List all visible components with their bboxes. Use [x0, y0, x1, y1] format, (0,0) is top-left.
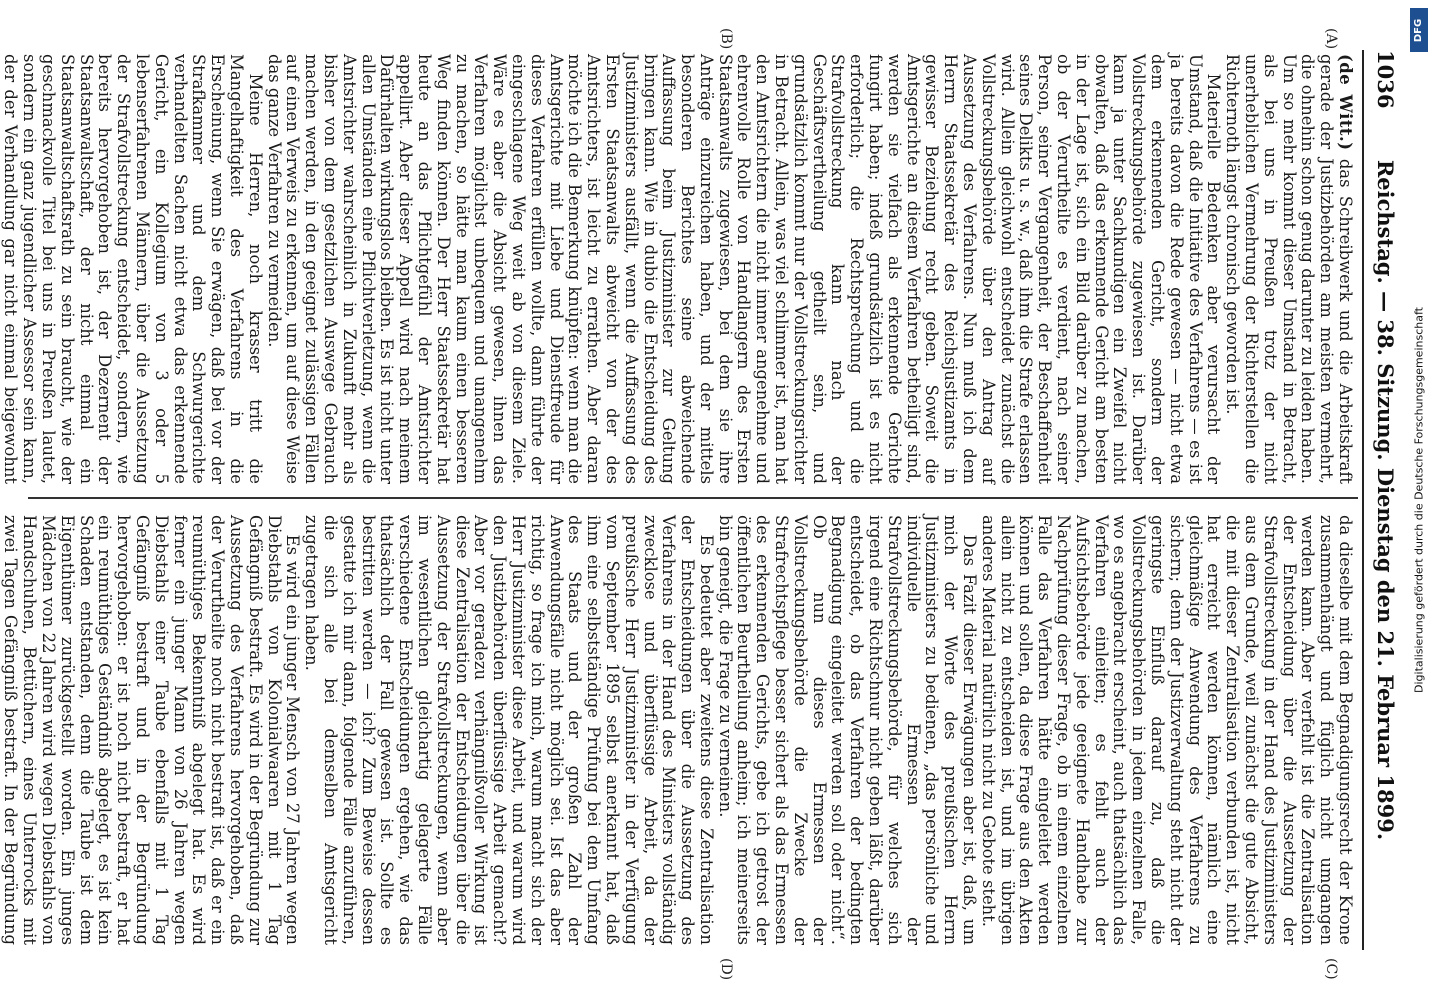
page-title: Reichstag. — 38. Sitzung. Dienstag den 21. Februar 1899. — [1373, 159, 1399, 841]
paragraph: Es bedeutet aber zweitens diese Zentralisation der Entscheidungen über die Aussetzung des Verfahrens in der Hand des Ministers vollständig zwecklose und überflüssige Arbeit, da der preußische Herr Justizminister in der Verfügung vom September 1895 selbst anerkannt hat, daß ihm eine selbstständige Prüfung bei dem Umfang des Staats und der großen Zahl der Anwendungsfälle nicht möglich sei. Ist das aber richtig, so frage ich mich, warum macht sich der Herr Justizminister diese Arbeit, und warum wird den Justizbehörden überflüssige Arbeit gemacht? Aber vor geradezu verhängnißvoller Wirkung ist diese Zentralisation der Entscheidungen über die Aussetzung der Strafvollstreckungen, wenn aber im wesentlichen gleichartig gelagerte Fälle verschiedene Entscheidungen ergehen, wie das thatsächlich der Fall gewesen ist. Sollte es bestritten werden — ich? Zum Beweise dessen gestatte ich mir dann, folgende Fälle anzuführen, die sich alle bei demselben Amtsgericht zugetragen haben. — [302, 515, 716, 945]
paragraph: Es wird ein junger Mensch von 27 Jahren wegen Diebstahls von Kolonialwaaren mit 1 Tag Gefängniß bestraft. Es wird in der Begründung zur Aussetzung des Verfahrens hervorgehoben, daß der Verurtheilte noch nicht bestraft ist, daß er ein reumüthiges Bekenntniß abgelegt hat. Es wird ferner ein junger Mann von 26 Jahren wegen Diebstahls einer Taube ebenfalls mit 1 Tag Gefängniß bestraft und in der Begründung hervorgehoben: er ist noch nicht bestraft, er hat ein reumüthiges Geständniß abgelegt, es ist kein Schaden entstanden, denn die Taube ist dem Eigenthümer zurückgestellt worden. Ein junges Mädchen von 22 Jahren wird wegen Diebstahls von Handschuhen, Bettüchern, eines Unterrocks mit zwei Tagen Gefängniß bestraft. In der Begründung — [1, 515, 303, 945]
page-header — [1368, 50, 1404, 950]
margin-marker-a: (A) — [1323, 28, 1339, 50]
dfg-logo: DFG — [1410, 8, 1428, 52]
speaker-label: (de Witt.) — [1336, 54, 1355, 151]
column-divider — [28, 497, 1358, 499]
left-column — [1, 54, 1355, 484]
header-rule — [1362, 50, 1364, 950]
credit-text: Digitalisierung gefördert durch die Deutsche Forschungsgemeinschaft — [1412, 307, 1426, 693]
page-number: 1036 — [1373, 50, 1399, 109]
right-column — [1, 515, 1355, 945]
paragraph: da dieselbe mit dem Begnadigungsrecht der Krone zusammenhängt und füglich nicht umgangen werden kann. Aber verfehlt ist die Zentralisation der Entscheidung über die Aussetzung der Strafvollstreckung in der Hand des Justizministers aus dem Grunde, weil zunächst die gute Absicht, die mit dieser Zentralisation verbunden ist, nicht hat erreicht werden können, nämlich eine gleichmäßige Anwendung des Verfahrens zu sichern; denn der Justizverwaltung steht nicht der geringste Einfluß darauf zu, daß die Vollstreckungsbehörden in jedem einzelnen Falle, wo es angebracht erscheint, auch thatsächlich das Verfahren einleiten; es fehlt auch der Aufsichtsbehörde jede geeignete Handhabe zur Nachprüfung dieser Frage, ob in einem einzelnen Falle das Verfahren hätte eingeleitet werden können und sollen, da diese Frage aus den Akten allein nicht zu entscheiden ist, und im übrigen anderes Material natürlich nicht zu Gebote steht. — [978, 515, 1355, 945]
margin-marker-c: (C) — [1323, 958, 1339, 980]
margin-marker-b: (B) — [718, 28, 734, 50]
paragraph: Materielle Bedenken aber verursacht der Umstand, daß die Initiative des Verfahrens — es ist ja bereits davon die Rede gewesen — nicht etwa dem erkennenden Gericht, sondern der Vollstreckungsbehörde zugewiesen ist. Darüber kann ja unter Sachkundigen ein Zweifel nicht obwalten, daß das erkennende Gericht am besten in der Lage ist, sich ein Bild darüber zu machen, ob der Verurtheilte es verdient, nach seiner Person, seiner Vergangenheit, der Beschaffenheit seines Delikts u. s. w., daß ihm die Strafe erlassen wird. Allein gleichwohl entscheidet zunächst die Vollstreckungsbehörde über den Antrag auf Aussetzung des Verfahrens. Nun muß ich dem Herrn Staatssekretär des Reichsjustizamts in gewisser Beziehung recht geben. Soweit die Amtsgerichte an diesem Verfahren betheiligt sind, werden sie vielfach als erkennende Gerichte fungirt haben; indeß grundsätzlich ist es nicht erforderlich; die Rechtsprechung und die Strafvollstreckung kann nach der Geschäftsvertheilung getheilt sein, und grundsätzlich kommt nur der Vollstreckungsrichter in Betracht. Allein, was viel schlimmer ist, man hat den Amtsrichtern die nicht immer angenehme und ehrenvolle Rolle von Handlangern des Ersten Staatsanwalts zugewiesen, bei dem sie ihre Anträge einzureichen haben, und der mittels besonderen Berichtes seine abweichende Auffassung beim Justizminister zur Geltung bringen kann. Wie in dubio die Entscheidung des Justizministers ausfällt, wenn die Auffassung des Ersten Staatsanwalts abweicht von der des Amtsrichters, ist leicht zu errathen. Aber daran möchte ich die Bemerkung knüpfen: wenn man die Amtsgerichte mit Liebe und Dienstfreude für dieses Verfahren erfüllen wollte, dann führte der eingeschlagene Weg weit ab von diesem Ziele. Wäre es aber die Absicht gewesen, ihnen das Verfahren möglichst unbequem und unangenehm zu machen, so hätte man kaum einen besseren Weg finden können. Der Herr Staatssekretär hat heute an das Pflichtgefühl der Amtsrichter appellirt. Aber dieser Appell wird nach meinem Dafürhalten wirkungslos bleiben. Es ist nicht unter allen Umständen eine Pflichtverletzung, wenn die Amtsrichter wahrscheinlich in Zukunft mehr als bisher von dem gesetzlichen Auswege Gebrauch machen werden, in den geeignet zulässigen Fällen auf einen Verweis zu erkennen, um auf diese Weise das ganze Verfahren zu vermeiden. — [264, 54, 1224, 484]
margin-marker-d: (D) — [718, 958, 734, 981]
paragraph: Das Fazit dieser Erwägungen aber ist, daß, um mich der Worte des preußischen Herrn Justizministers zu bedienen, „das persönliche und individuelle Ermessen der Strafvollstreckungsbehörde, für welches sich irgend eine Richtschnur nicht geben läßt, darüber entscheidet, ob das Verfahren der bedingten Begnadigung eingeleitet werden soll oder nicht“. Ob nun dieses Ermessen der Vollstreckungsbehörde die Zwecke der Strafrechtspflege besser sichert als das Ermessen des erkennenden Gerichts, gebe ich getrost der öffentlichen Beurtheilung anheim; ich meinerseits bin geneigt, die Frage zu verneinen. — [715, 515, 980, 945]
paragraph: Meine Herren, noch krasser tritt die Mangelhaftigkeit des Verfahrens in die Erscheinung, wenn Sie erwägen, daß bei vor der Strafkammer und dem Schwurgerichte verhandelten Sachen nicht etwa das erkennende Gericht, ein Kollegium von 3 oder 5 lebenserfahrenen Männern, über die Aussetzung der Strafvollstreckung entscheidet, sondern, wie bereits hervorgehoben ist, der Dezernent der Staatsanwaltschaft, der nicht einmal ein Staatsanwaltschaftsrath zu sein braucht, wie der geschmackvolle Titel bei uns in Preußen lautet, sondern ein ganz jugendlicher Assessor sein kann, der der Verhandlung gar nicht einmal beigewohnt — [1, 54, 265, 484]
digitization-credit — [1406, 0, 1432, 1000]
paragraph: das Schreibwerk und die Arbeitskraft gerade der Justizbehörden am meisten vermehrt, die ohnehin schon genug darunter zu leiden haben. Um so mehr kommt dieser Umstand in Betracht, als bei uns in Preußen trotz der nicht unerheblichen Vermehrung der Richterstellen die Richternoth längst chronisch geworden ist. — [1223, 54, 1355, 484]
